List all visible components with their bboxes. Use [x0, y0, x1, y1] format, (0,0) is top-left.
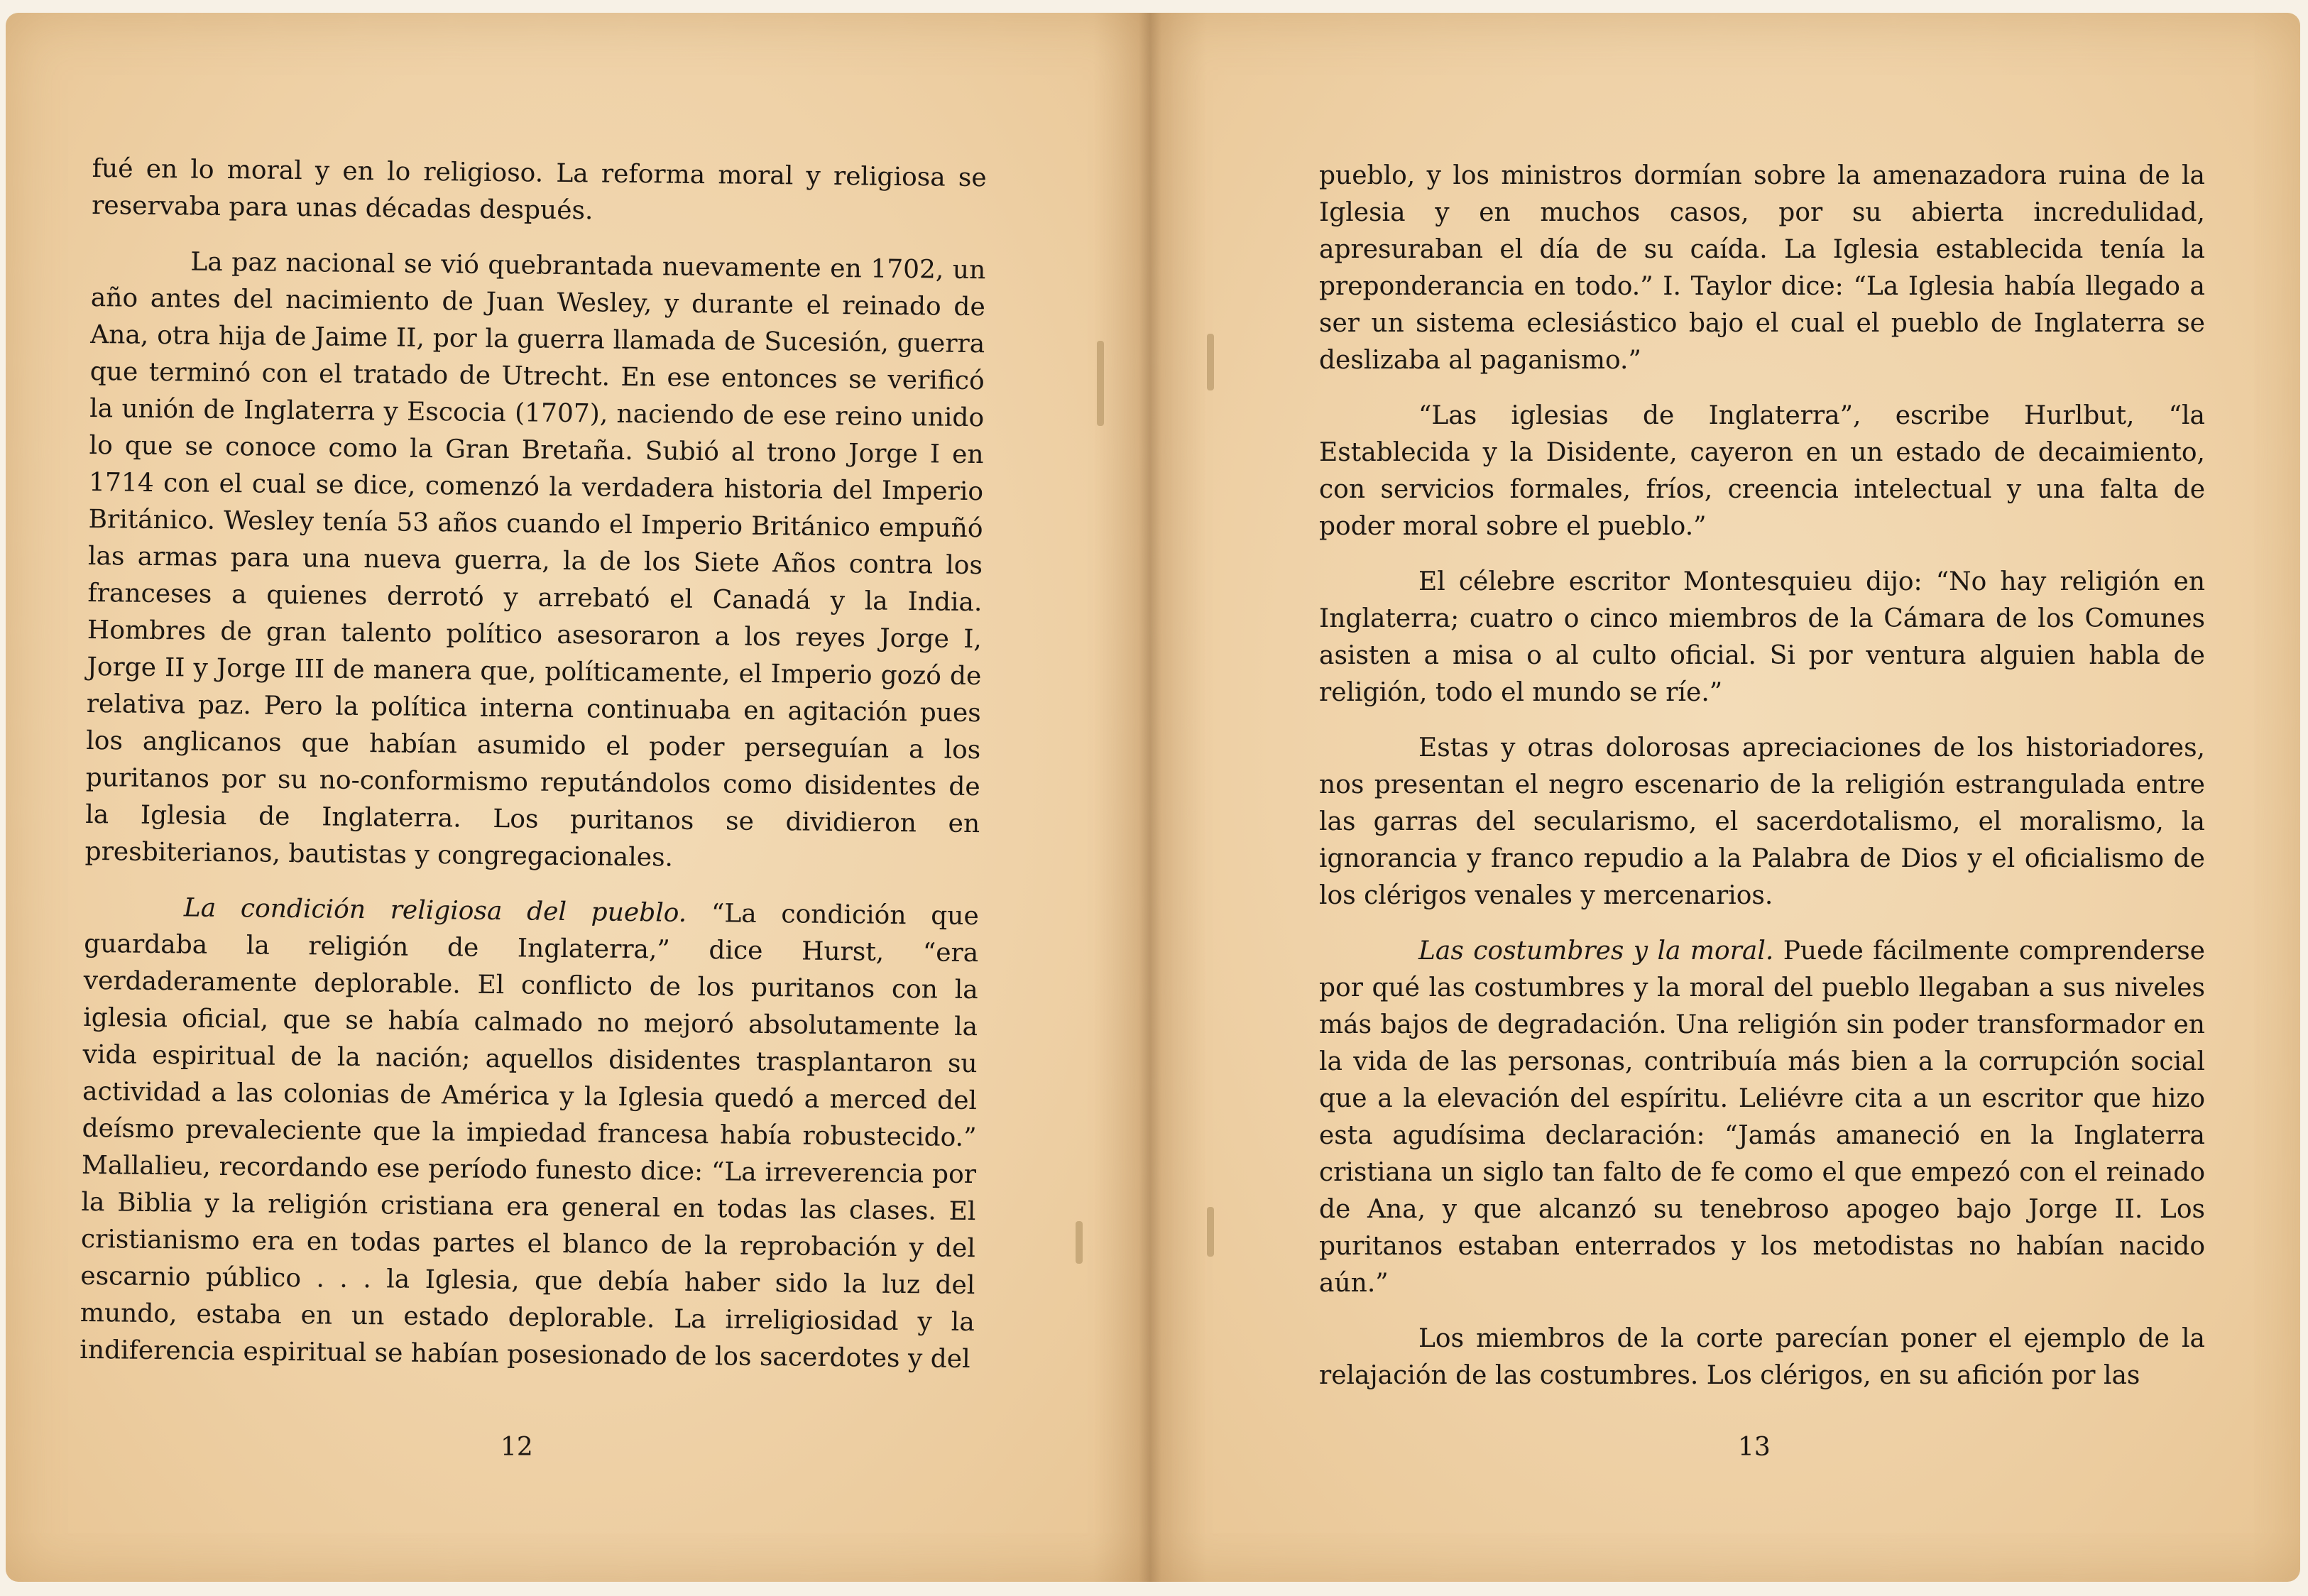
left-page-body: [80, 151, 987, 1396]
paragraph: [1319, 158, 2205, 379]
right-page-body: [1319, 158, 2205, 1413]
paragraph-text: Estas y otras dolorosas apreciaciones de los historiadores, nos presentan el negro escenario de la religión estrangulada entre las garras del secularismo, el sacerdotalismo, el moralismo, la ignorancia y franco repudio a la Palabra de Dios y el oficialismo de los clérigos venales y mercenarios.: [1319, 733, 2205, 910]
paragraph: [80, 889, 979, 1378]
book-gutter: [1093, 13, 1207, 1582]
section-lead: La condición religiosa del pueblo.: [183, 893, 687, 928]
paragraph: [84, 243, 985, 880]
paragraph: [1319, 933, 2205, 1302]
staple-mark: [1207, 334, 1214, 390]
paragraph-text: La paz nacional se vió quebrantada nuevamente en 1702, un año antes del nacimiento de Juan Wesley, y durante el reinado de Ana, otra hija de Jaime II, por la guerra llamada de Sucesión, guerra que terminó con el tratado de Utrecht. En ese entonces se verificó la unión de Inglaterra y Escocia (1707), naciendo de ese reino unido lo que se conoce como la Gran Bretaña. Subió al trono Jorge I en 1714 con el cual se dice, comenzó la verdadera historia del Imperio Británico. Wesley tenía 53 años cuando el Imperio Británico empuñó las armas para una nueva guerra, la de los Siete Años contra los franceses a quienes derrotó y arrebató el Canadá y la India. Hombres de gran talento político asesoraron a los reyes Jorge I, Jorge II y Jorge III de manera que, políticamente, el Imperio gozó de relativa paz. Pero la política interna continuaba en agitación pues los anglicanos que habían asumido el poder perseguían a los puritanos por su no-conformismo reputándolos como disidentes de la Iglesia de Inglaterra. Los puritanos se dividieron en presbiterianos, bautistas y congregacionales.: [84, 247, 986, 873]
paragraph-text: Los miembros de la corte parecían poner el ejemplo de la relajación de las costumbres. Los clérigos, en su afición por las: [1319, 1324, 2205, 1390]
paragraph: [1319, 730, 2205, 914]
paragraph-text: El célebre escritor Montesquieu dijo: “No hay religión en Inglaterra; cuatro o cinco miembros de la Cámara de los Comunes asisten a misa o al culto oficial. Si por ventura alguien habla de religión, todo el mundo se ríe.”: [1319, 567, 2205, 707]
paragraph-text: fué en lo moral y en lo religioso. La reforma moral y religiosa se reservaba para unas décadas después.: [91, 153, 987, 226]
paragraph: [92, 151, 987, 234]
paragraph-text: Puede fácilmente comprenderse por qué las costumbres y la moral del pueblo llegaban a sus niveles más bajos de degradación. Una religión sin poder transformador en la vida de las personas, contribuía más bien a la corrupción social que a la elevación del espíritu. Leliévre cita a un escritor que hizo esta agudísima declaración: “Jamás amaneció en la Inglaterra cristiana un siglo tan falto de fe como el que empezó con el reinado de Ana, y que alcanzó su tenebroso apogeo bajo Jorge II. Los puritanos estaban enterrados y los metodistas no habían nacido aún.”: [1319, 936, 2205, 1298]
paragraph-text: pueblo, y los ministros dormían sobre la amenazadora ruina de la Iglesia y en muchos casos, por su abierta incredulidad, apresuraban el día de su caída. La Iglesia establecida tenía la preponderancia en todo.” I. Taylor dice: “La Iglesia había llegado a ser un sistema eclesiástico bajo el cual el pueblo de Inglaterra se deslizaba al paganismo.”: [1319, 161, 2205, 375]
staple-mark: [1097, 341, 1104, 426]
staple-mark: [1207, 1207, 1214, 1257]
paragraph: [1319, 1321, 2205, 1394]
page-number: 13: [1738, 1433, 1771, 1462]
paragraph: [1319, 398, 2205, 545]
paragraph-text: “La condición que guardaba la religión de Inglaterra,” dice Hurst, “era verdaderamente deplorable. El conflicto de los puritanos con la iglesia oficial, que se había calmado no mejoró absolutamente la vida espiritual de la nación; aquellos disidentes trasplantaron su actividad a las colonias de América y la Iglesia quedó a merced del deísmo prevaleciente que la impiedad francesa había robustecido.” Mallalieu, recordando ese período funesto dice: “La irreverencia por la Biblia y la religión cristiana era general en todas las clases. El cristianismo era en todas partes el blanco de la reprobación y del escarnio público . . . la Iglesia, que debía haber sido la luz del mundo, estaba en un estado deplorable. La irreligiosidad y la indiferencia espiritual se habían posesionado de los sacerdotes y del: [80, 898, 979, 1374]
paragraph: [1319, 564, 2205, 711]
section-lead: Las costumbres y la moral.: [1418, 936, 1774, 966]
page-number: 12: [501, 1433, 533, 1462]
staple-mark: [1076, 1221, 1083, 1264]
paragraph-text: “Las iglesias de Inglaterra”, escribe Hurlbut, “la Establecida y la Disidente, cayeron en un estado de decaimiento, con servicios formales, fríos, creencia intelectual y una falta de poder moral sobre el pueblo.”: [1319, 401, 2205, 541]
